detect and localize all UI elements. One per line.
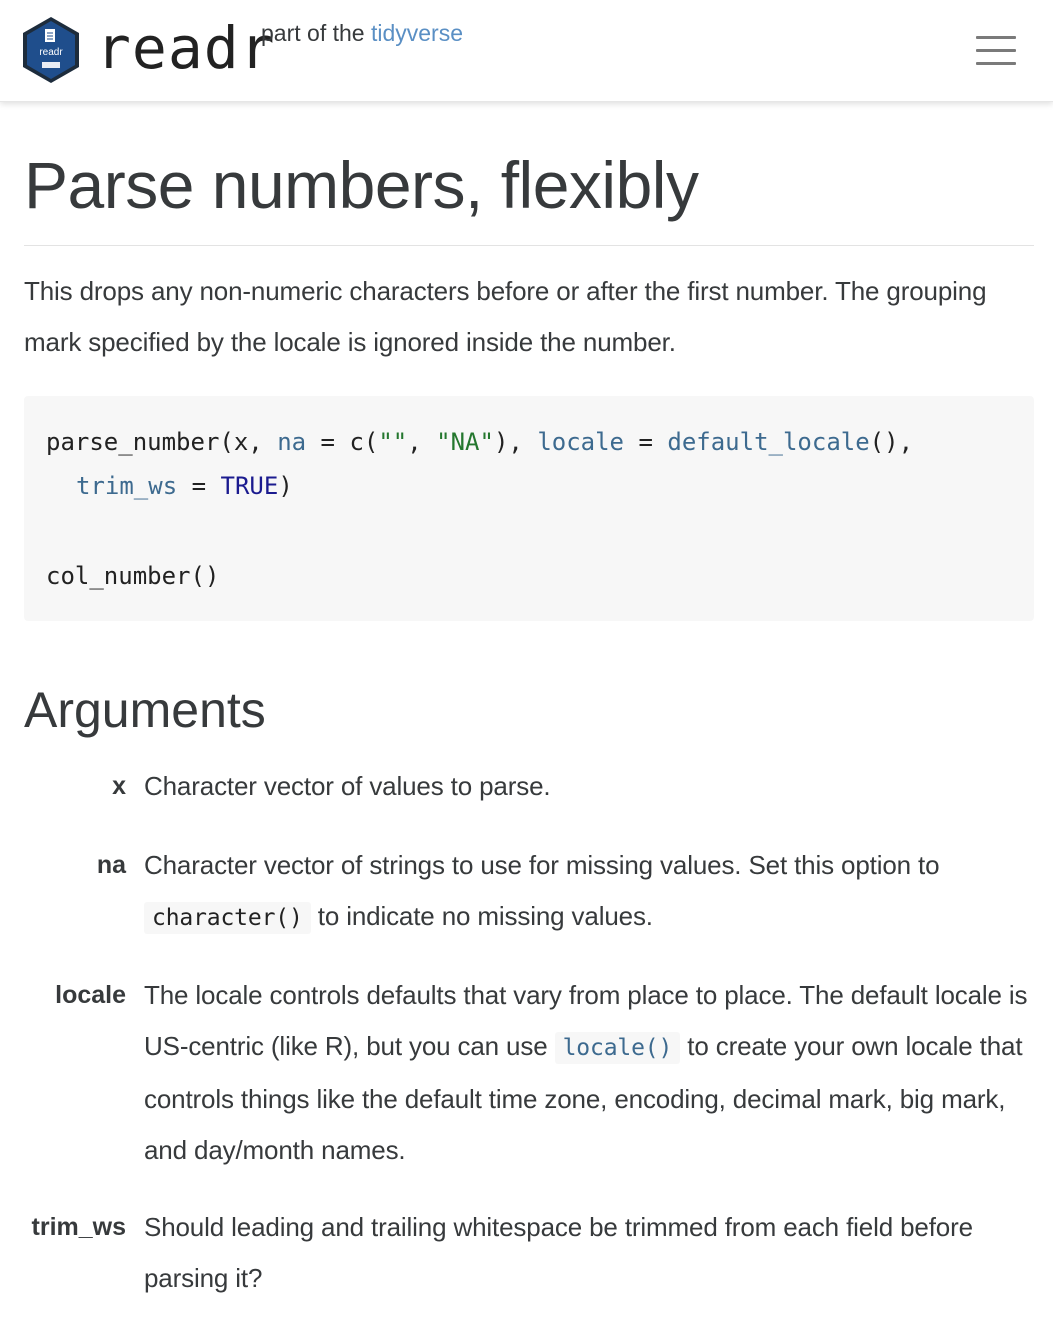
arguments-heading: Arguments (24, 682, 266, 738)
code-line-3: col_number() (46, 562, 220, 590)
argument-name: trim_ws (31, 1213, 126, 1241)
code-line-2: trim_ws = TRUE) (76, 472, 293, 500)
logo-text: readr (39, 47, 63, 58)
description: This drops any non-numeric characters before or after the first number. The grouping mark specified by the locale is ignored inside the number. (24, 276, 987, 357)
navbar (0, 0, 1053, 102)
argument-description: Should leading and trailing whitespace be trimmed from each field before parsing it? (144, 1212, 973, 1293)
brand-name[interactable]: readr (96, 14, 276, 82)
argument-description: The locale controls defaults that vary from place to place. The default locale is US-centric (like R), but you can use locale() to create your own locale that controls things like the default time zone, encoding, decimal mark, big mark, and day/month names. (144, 980, 1028, 1165)
locale-link[interactable]: locale() (555, 1032, 681, 1064)
tagline-prefix: part of the (261, 20, 365, 46)
argument-name: locale (55, 981, 126, 1009)
tagline (261, 19, 463, 47)
title-divider (24, 245, 1034, 246)
argument-name: na (96, 851, 126, 879)
code-line-1: parse_number(x, na = c("", "NA"), locale = default_locale(), (46, 428, 914, 456)
argument-description: Character vector of values to parse. (144, 771, 551, 801)
readr-hex-logo[interactable] (21, 16, 81, 84)
tidyverse-link[interactable]: tidyverse (370, 20, 464, 46)
hamburger-menu-icon[interactable] (970, 34, 1022, 68)
inline-code: character() (144, 902, 311, 934)
page-title: Parse numbers, flexibly (24, 148, 699, 222)
argument-description: Character vector of strings to use for missing values. Set this option to character() to indicate no missing values. (144, 840, 1034, 944)
default-locale-link[interactable]: default_locale (667, 428, 870, 456)
usage-code-block (24, 396, 1034, 621)
argument-name: x (112, 772, 126, 800)
